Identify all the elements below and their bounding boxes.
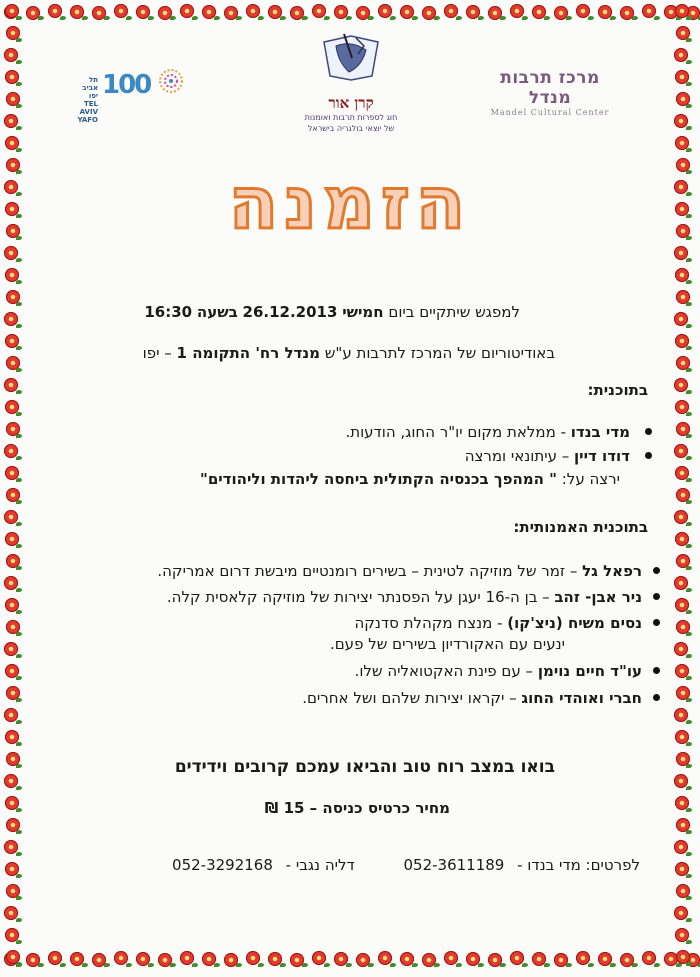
leaf-icon bbox=[16, 698, 22, 702]
artistic-item bbox=[157, 561, 642, 581]
leaf-icon bbox=[214, 963, 220, 967]
leaf-icon bbox=[412, 16, 418, 20]
program-item-text: - ממלאת מקום יו"ר החוג, הודעות. bbox=[345, 423, 571, 441]
leaf-icon bbox=[214, 16, 220, 20]
logo-name: קרן אור bbox=[328, 94, 374, 112]
leaf-icon bbox=[126, 16, 132, 20]
flower-border-left bbox=[0, 0, 26, 977]
leaf-icon bbox=[16, 764, 22, 768]
leaf-icon bbox=[686, 126, 692, 130]
leaf-icon bbox=[16, 566, 22, 570]
leaf-icon bbox=[324, 16, 330, 20]
leaf-icon bbox=[686, 500, 692, 504]
event-text: למפגש שיתקיים ביום bbox=[388, 303, 520, 321]
event-time: 16:30 bbox=[144, 303, 193, 321]
event-date: 26.12.2013 bbox=[242, 303, 338, 321]
leaf-icon bbox=[346, 16, 352, 20]
leaf-icon bbox=[686, 786, 692, 790]
contact-phone: 052-3292168 bbox=[172, 856, 273, 874]
flower-border-top bbox=[0, 0, 700, 34]
leaf-icon bbox=[16, 302, 22, 306]
leaf-icon bbox=[280, 963, 286, 967]
mandel-hebrew-name: מרכז תרבות מנדל bbox=[500, 68, 600, 108]
leaf-icon bbox=[16, 500, 22, 504]
event-date-line bbox=[144, 302, 520, 322]
leaf-icon bbox=[566, 963, 572, 967]
leaf-icon bbox=[16, 544, 22, 548]
leaf-icon bbox=[390, 963, 396, 967]
artistic-item-text: – זמר של מוזיקה לטינית – בשירים רומנטיים מיבשת דרום אמריקה. bbox=[157, 562, 583, 580]
contact-line bbox=[172, 855, 640, 875]
logo-line: AVIV bbox=[79, 108, 98, 116]
leaf-icon bbox=[686, 38, 692, 42]
leaf-icon bbox=[16, 720, 22, 724]
leaf-icon bbox=[368, 16, 374, 20]
flower-border-bottom bbox=[0, 947, 700, 977]
bullet-icon bbox=[645, 452, 652, 459]
leaf-icon bbox=[686, 654, 692, 658]
program-item-name: דודו דיין bbox=[574, 447, 630, 465]
logo-line: YAFO bbox=[77, 116, 98, 124]
leaf-icon bbox=[686, 962, 692, 966]
leaf-icon bbox=[686, 522, 692, 526]
leaf-icon bbox=[16, 588, 22, 592]
leaf-icon bbox=[16, 434, 22, 438]
leaf-icon bbox=[170, 963, 176, 967]
leaf-icon bbox=[686, 258, 692, 262]
bullet-icon bbox=[653, 567, 660, 574]
leaf-icon bbox=[16, 412, 22, 416]
leaf-icon bbox=[686, 610, 692, 614]
leaf-icon bbox=[566, 16, 572, 20]
event-text: באודיטוריום של המרכז לתרבות ע"ש bbox=[324, 344, 555, 362]
leaf-icon bbox=[148, 16, 154, 20]
leaf-icon bbox=[686, 368, 692, 372]
tel-aviv-100-logo bbox=[60, 62, 170, 124]
leaf-icon bbox=[236, 16, 242, 20]
burst-icon bbox=[156, 66, 186, 96]
lecture-title: " המהפך בכנסיה הקתולית ביחסה ליהדות וליהודים" bbox=[200, 470, 557, 488]
artistic-item bbox=[354, 613, 642, 633]
leaf-icon bbox=[686, 60, 692, 64]
leaf-icon bbox=[412, 963, 418, 967]
leaf-icon bbox=[478, 963, 484, 967]
leaf-icon bbox=[500, 16, 506, 20]
leaf-icon bbox=[16, 874, 22, 878]
leaf-icon bbox=[16, 962, 22, 966]
leaf-icon bbox=[16, 38, 22, 42]
artistic-continuation: ינעים עם האקורדיון בשירים של פעם. bbox=[329, 635, 565, 653]
logo-subtitle: חוג לספרות תרבות ואומנות bbox=[304, 113, 398, 122]
leaf-icon bbox=[686, 940, 692, 944]
bullet-icon bbox=[645, 428, 652, 435]
leaf-icon bbox=[686, 742, 692, 746]
logo-line: TEL bbox=[83, 100, 98, 108]
leaf-icon bbox=[16, 830, 22, 834]
leaf-icon bbox=[16, 456, 22, 460]
artistic-item-name: עו"ד חיים נוימן bbox=[537, 662, 642, 680]
leaf-icon bbox=[686, 676, 692, 680]
bullet-icon bbox=[653, 694, 660, 701]
artistic-item-name: חברי ואוהדי החוג bbox=[521, 689, 642, 707]
leaf-icon bbox=[500, 963, 506, 967]
leaf-icon bbox=[16, 60, 22, 64]
leaf-icon bbox=[686, 280, 692, 284]
leaf-icon bbox=[170, 16, 176, 20]
leaf-icon bbox=[16, 610, 22, 614]
leaf-icon bbox=[16, 126, 22, 130]
leaf-icon bbox=[192, 963, 198, 967]
leaf-icon bbox=[686, 874, 692, 878]
book-emblem-icon bbox=[316, 32, 386, 84]
leaf-icon bbox=[610, 963, 616, 967]
leaf-icon bbox=[16, 390, 22, 394]
logo-subtitle: של יוצאי בולגריה בישראל bbox=[307, 124, 395, 133]
tel-aviv-logo-text bbox=[70, 76, 98, 124]
logo-number: 100 bbox=[102, 70, 151, 100]
artistic-item-text: – יקראו יצירות שלהם ושל אחרים. bbox=[302, 689, 522, 707]
leaf-icon bbox=[686, 456, 692, 460]
artistic-heading: בתוכנית האמנותית: bbox=[513, 518, 648, 536]
leaf-icon bbox=[38, 963, 44, 967]
mandel-center-logo bbox=[480, 68, 620, 117]
leaf-icon bbox=[126, 963, 132, 967]
leaf-icon bbox=[522, 963, 528, 967]
artistic-item bbox=[302, 688, 642, 708]
leaf-icon bbox=[686, 324, 692, 328]
program-item bbox=[345, 422, 630, 442]
leaf-icon bbox=[686, 390, 692, 394]
leaf-icon bbox=[60, 16, 66, 20]
leaf-icon bbox=[16, 148, 22, 152]
leaf-icon bbox=[16, 632, 22, 636]
leaf-icon bbox=[16, 16, 22, 20]
mandel-english-name: Mandel Cultural Center bbox=[490, 108, 610, 117]
leaf-icon bbox=[686, 632, 692, 636]
contact-phone: 052-3611189 bbox=[403, 856, 505, 874]
leaf-icon bbox=[686, 698, 692, 702]
leaf-icon bbox=[346, 963, 352, 967]
program-item bbox=[465, 446, 630, 466]
leaf-icon bbox=[16, 852, 22, 856]
event-address: מנדל רח' התקומה 1 bbox=[176, 344, 321, 362]
leaf-icon bbox=[16, 280, 22, 284]
leaf-icon bbox=[148, 963, 154, 967]
lecture-prefix: ירצה על: bbox=[561, 470, 620, 488]
bullet-icon bbox=[653, 619, 660, 626]
leaf-icon bbox=[390, 16, 396, 20]
leaf-icon bbox=[632, 963, 638, 967]
leaf-icon bbox=[16, 478, 22, 482]
leaf-icon bbox=[686, 764, 692, 768]
leaf-icon bbox=[236, 963, 242, 967]
keren-or-logo bbox=[286, 32, 416, 142]
logo-line: יפו bbox=[88, 92, 98, 100]
leaf-icon bbox=[192, 16, 198, 20]
leaf-icon bbox=[16, 258, 22, 262]
leaf-icon bbox=[16, 654, 22, 658]
leaf-icon bbox=[38, 16, 44, 20]
leaf-icon bbox=[16, 104, 22, 108]
leaf-icon bbox=[686, 16, 692, 20]
leaf-icon bbox=[280, 16, 286, 20]
lecture-line bbox=[200, 469, 620, 489]
leaf-icon bbox=[60, 963, 66, 967]
leaf-icon bbox=[258, 963, 264, 967]
leaf-icon bbox=[686, 434, 692, 438]
leaf-icon bbox=[104, 16, 110, 20]
leaf-icon bbox=[258, 16, 264, 20]
closing-line: בואו במצב רוח טוב והביאו עמכם קרובים וידידים bbox=[174, 757, 555, 777]
leaf-icon bbox=[16, 896, 22, 900]
leaf-icon bbox=[16, 918, 22, 922]
event-day: חמישי bbox=[342, 303, 384, 321]
leaf-icon bbox=[478, 16, 484, 20]
contact-label: לפרטים: bbox=[585, 856, 640, 874]
leaf-icon bbox=[686, 852, 692, 856]
program-heading: בתוכנית: bbox=[587, 381, 648, 399]
leaf-icon bbox=[588, 16, 594, 20]
leaf-icon bbox=[632, 16, 638, 20]
leaf-icon bbox=[686, 830, 692, 834]
leaf-icon bbox=[16, 368, 22, 372]
artistic-item-name: נסים משיח (ניצ'קו) bbox=[507, 614, 642, 632]
leaf-icon bbox=[16, 324, 22, 328]
leaf-icon bbox=[16, 346, 22, 350]
event-text: – יפו bbox=[142, 344, 172, 362]
bullet-icon bbox=[653, 667, 660, 674]
contact-name: מדי בנדו - bbox=[517, 856, 581, 874]
artistic-item-name: רפאל גל bbox=[582, 562, 642, 580]
leaf-icon bbox=[544, 963, 550, 967]
leaf-icon bbox=[686, 720, 692, 724]
leaf-icon bbox=[686, 566, 692, 570]
leaf-icon bbox=[654, 16, 660, 20]
leaf-icon bbox=[82, 963, 88, 967]
leaf-icon bbox=[16, 82, 22, 86]
logo-line: אביב bbox=[82, 84, 98, 92]
leaf-icon bbox=[610, 16, 616, 20]
page-title: הזמנה bbox=[228, 161, 472, 245]
leaf-icon bbox=[686, 346, 692, 350]
leaf-icon bbox=[456, 16, 462, 20]
artistic-item-name: ניר אבן- זהב bbox=[554, 588, 642, 606]
leaf-icon bbox=[686, 478, 692, 482]
event-location-line bbox=[143, 343, 555, 363]
artistic-item bbox=[167, 587, 642, 607]
artistic-item bbox=[355, 661, 642, 681]
leaf-icon bbox=[16, 808, 22, 812]
logo-line: תל bbox=[88, 76, 98, 84]
leaf-icon bbox=[302, 16, 308, 20]
leaf-icon bbox=[456, 963, 462, 967]
leaf-icon bbox=[654, 963, 660, 967]
event-text: בשעה bbox=[196, 303, 238, 321]
leaf-icon bbox=[686, 544, 692, 548]
leaf-icon bbox=[588, 963, 594, 967]
leaf-icon bbox=[686, 104, 692, 108]
artistic-item-text: – בן ה-16 יעגן על הפסנתר יצירות של מוזיקה קלאסית קלה. bbox=[166, 588, 555, 606]
leaf-icon bbox=[522, 16, 528, 20]
bullet-icon bbox=[653, 593, 660, 600]
program-item-name: מדי בנדו bbox=[570, 423, 630, 441]
leaf-icon bbox=[324, 963, 330, 967]
ticket-price: מחיר כרטיס כניסה – 15 ₪ bbox=[264, 799, 450, 817]
leaf-icon bbox=[434, 16, 440, 20]
leaf-icon bbox=[544, 16, 550, 20]
leaf-icon bbox=[16, 522, 22, 526]
leaf-icon bbox=[686, 412, 692, 416]
flower-border-right bbox=[670, 0, 700, 977]
contact-name: דליה נגבי - bbox=[285, 856, 355, 874]
leaf-icon bbox=[302, 963, 308, 967]
leaf-icon bbox=[104, 963, 110, 967]
leaf-icon bbox=[686, 588, 692, 592]
leaf-icon bbox=[16, 742, 22, 746]
leaf-icon bbox=[16, 940, 22, 944]
program-item-text: – עיתונאי ומרצה bbox=[464, 447, 575, 465]
leaf-icon bbox=[16, 786, 22, 790]
leaf-icon bbox=[434, 963, 440, 967]
leaf-icon bbox=[16, 676, 22, 680]
artistic-item-text: – עם פינת האקטואליה שלו. bbox=[354, 662, 538, 680]
artistic-item-text: - מנצח מקהלת סדנקה bbox=[354, 614, 508, 632]
leaf-icon bbox=[686, 808, 692, 812]
leaf-icon bbox=[686, 82, 692, 86]
leaf-icon bbox=[686, 896, 692, 900]
leaf-icon bbox=[686, 302, 692, 306]
leaf-icon bbox=[82, 16, 88, 20]
leaf-icon bbox=[368, 963, 374, 967]
leaf-icon bbox=[686, 918, 692, 922]
leaf-icon bbox=[686, 148, 692, 152]
